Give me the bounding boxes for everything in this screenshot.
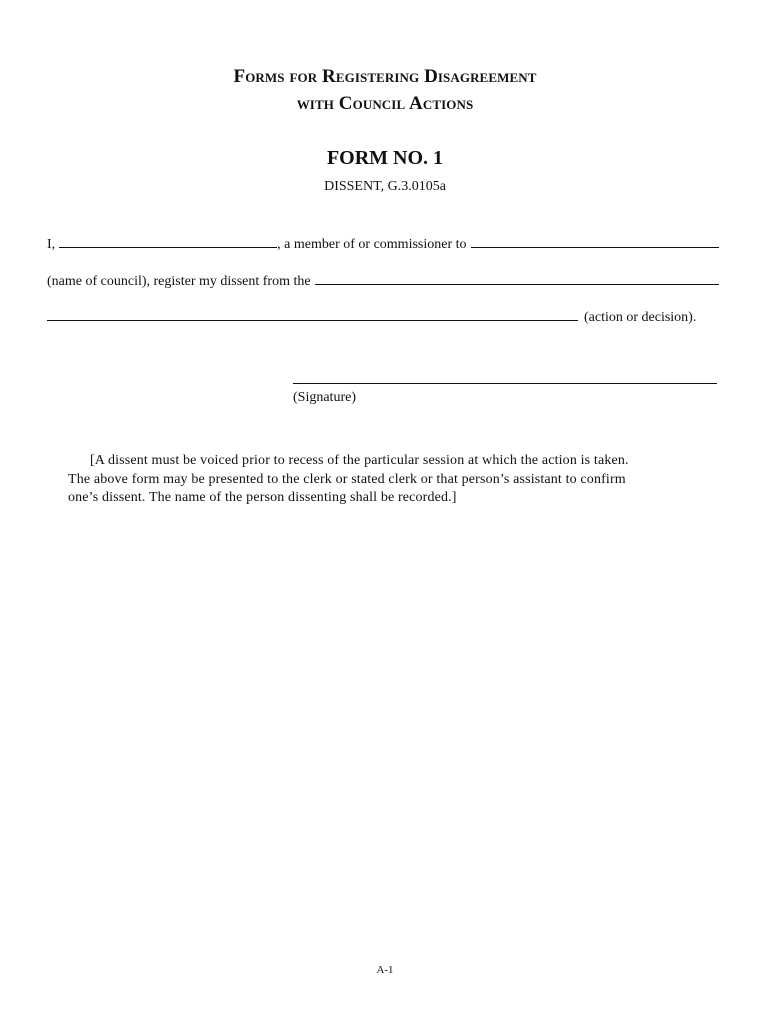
action-blank-field-1[interactable] (315, 271, 719, 285)
form-line-1 (47, 234, 719, 254)
form-line-3-suffix: (action or decision). (584, 310, 697, 325)
signature-label: (Signature) (293, 390, 356, 405)
form-line-3 (47, 307, 719, 327)
form-line-2-prefix: (name of council), register my dissent from the (47, 274, 311, 289)
note-line-2: The above form may be presented to the clerk or stated clerk or that person’s assistant to confirm (68, 471, 626, 487)
note-line-1: [A dissent must be voiced prior to recess of the particular session at which the action is taken. (90, 453, 629, 468)
form-line-1-middle: , a member of or commissioner to (277, 237, 467, 252)
action-blank-field-2[interactable] (47, 307, 578, 321)
note-line-3: one’s dissent. The name of the person dissenting shall be recorded.] (68, 490, 457, 505)
form-number: FORM NO. 1 (326, 147, 444, 169)
council-blank-field[interactable] (471, 234, 719, 248)
document-title-line-2: with Council Actions (296, 93, 474, 114)
dissent-note (68, 452, 708, 508)
form-reference: DISSENT, G.3.0105a (324, 179, 446, 194)
signature-blank-field[interactable] (293, 383, 717, 384)
form-line-2 (47, 271, 719, 291)
form-line-1-prefix: I, (47, 237, 56, 252)
name-blank-field[interactable] (59, 234, 277, 248)
page-number: A-1 (376, 964, 394, 976)
document-title-line-1: Forms for Registering Disagreement (233, 66, 537, 87)
